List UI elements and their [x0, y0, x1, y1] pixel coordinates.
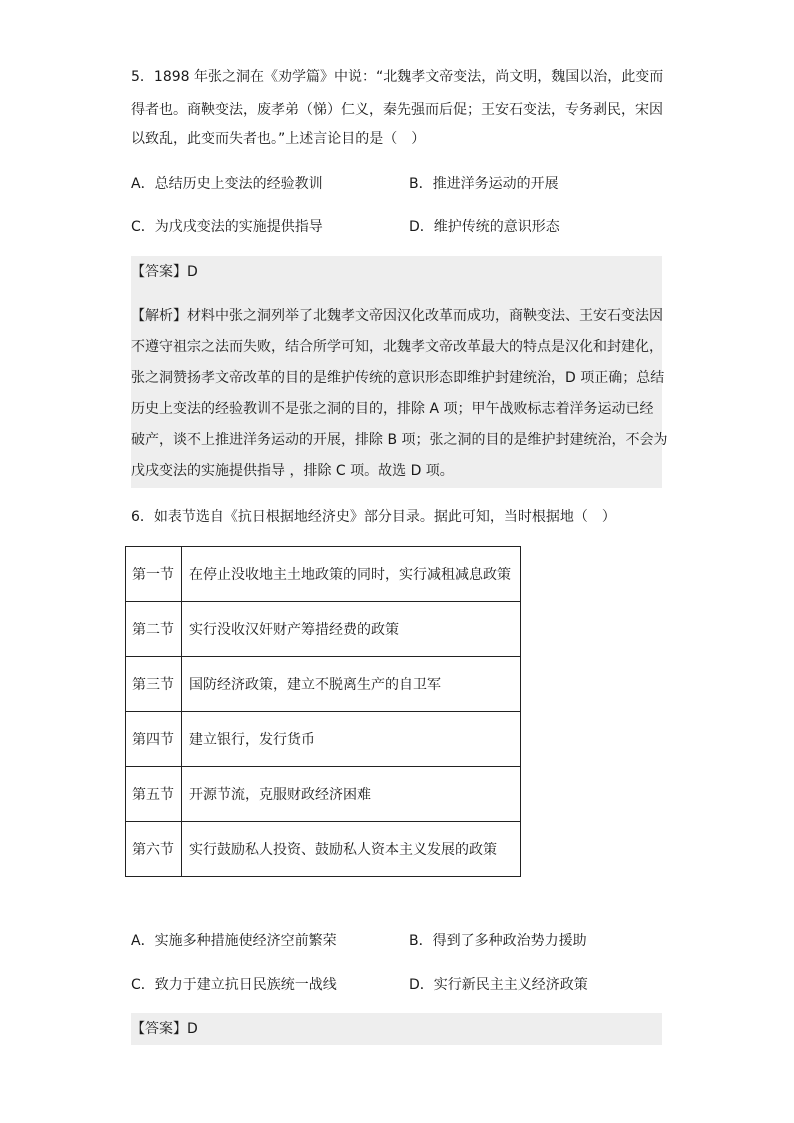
table-row: [126, 657, 521, 712]
q6-answer: 【答案】D: [131, 1021, 198, 1037]
q6-answer-block: [131, 1013, 662, 1045]
table-cell-section: 第四节: [126, 712, 182, 767]
q5-analysis-line-3: 张之洞赞扬孝文帝改革的目的是维护传统的意识形态即维护封建统治，D 项正确；总结: [131, 370, 665, 386]
q5-analysis-line-5: 破产，谈不上推进洋务运动的开展，排除 B 项；张之洞的目的是维护封建统治，不会为: [131, 432, 668, 448]
q5-analysis-line-6: 戊戌变法的实施提供指导 ，排除 C 项。故选 D 项。: [131, 463, 454, 479]
table-row: [126, 767, 521, 822]
q5-answer: 【答案】D: [131, 264, 198, 280]
table-cell-section: 第五节: [126, 767, 182, 822]
table-row: [126, 712, 521, 767]
q6-option-a: A．实施多种措施使经济空前繁荣: [131, 933, 337, 949]
table-cell-section: 第三节: [126, 657, 182, 712]
q5-analysis-line-2: 不遵守祖宗之法而失败，结合所学可知，北魏孝文帝改革最大的特点是汉化和封建化，: [131, 339, 663, 355]
table-row: [126, 547, 521, 602]
q5-option-d: D．维护传统的意识形态: [409, 219, 560, 235]
q5-analysis-line-4: 历史上变法的经验教训不是张之洞的目的，排除 A 项；甲午战败标志着洋务运动已经: [131, 401, 654, 417]
q6-contents-table: [125, 546, 521, 877]
table-cell-content: 开源节流，克服财政经济困难: [182, 767, 521, 822]
q6-option-c: C．致力于建立抗日民族统一战线: [131, 977, 337, 993]
table-cell-content: 在停止没收地主土地政策的同时，实行减租减息政策: [182, 547, 521, 602]
q6-stem: 6．如表节选自《抗日根据地经济史》部分目录。据此可知，当时根据地（ ）: [131, 509, 616, 525]
table-cell-section: 第六节: [126, 822, 182, 877]
table-cell-section: 第一节: [126, 547, 182, 602]
q5-option-c: C．为戊戌变法的实施提供指导: [131, 219, 323, 235]
table-cell-content: 国防经济政策，建立不脱离生产的自卫军: [182, 657, 521, 712]
q6-option-b: B．得到了多种政治势力援助: [409, 933, 587, 949]
table-cell-content: 实行鼓励私人投资、鼓励私人资本主义发展的政策: [182, 822, 521, 877]
table-row: [126, 822, 521, 877]
q6-option-d: D．实行新民主主义经济政策: [409, 977, 588, 993]
table-cell-content: 实行没收汉奸财产筹措经费的政策: [182, 602, 521, 657]
q5-stem-line-3: 以致乱，此变而失者也。”上述言论目的是（ ）: [131, 131, 426, 147]
table-cell-content: 建立银行，发行货币: [182, 712, 521, 767]
q5-stem-line-1: 5．1898 年张之洞在《劝学篇》中说：“北魏孝文帝变法，尚文明，魏国以治，此变而: [131, 69, 664, 85]
q5-stem-line-2: 得者也。商鞅变法，废孝弟（悌）仁义，秦先强而后促；王安石变法，专务剥民，宋因: [131, 102, 663, 118]
table-cell-section: 第二节: [126, 602, 182, 657]
table-row: [126, 602, 521, 657]
q5-option-b: B．推进洋务运动的开展: [409, 176, 559, 192]
q5-analysis-line-1: 【解析】材料中张之洞列举了北魏孝文帝因汉化改革而成功，商鞅变法、王安石变法因: [131, 308, 663, 324]
q5-option-a: A．总结历史上变法的经验教训: [131, 176, 323, 192]
